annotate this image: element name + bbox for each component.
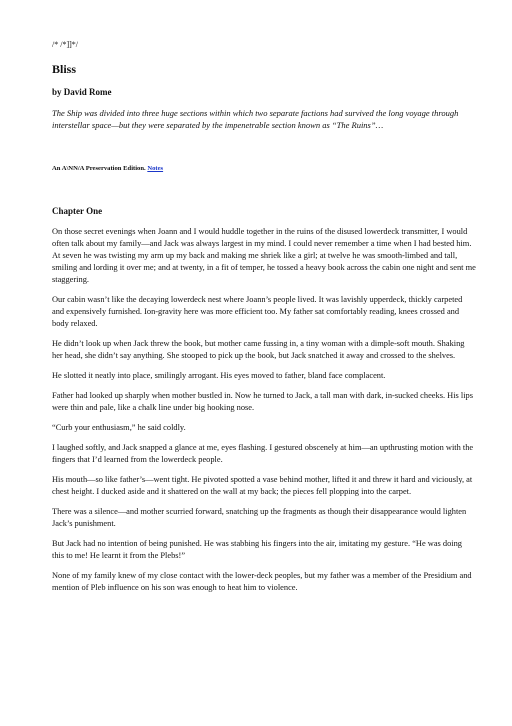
paragraph: On those secret evenings when Joann and I would huddle together in the ruins of the disused lowerdeck transmitter, I would often talk about my family—and Jack was always largest in my mind. I could never remember a time when I had bested him. At seven he was twisting my arm up my back and making me shriek like a girl; at twelve he was smooth-limbed and tall, smiling and lording it over me; and at twenty, in a fit of temper, he tossed a heavy book across the cabin one night and sent me staggering. (52, 227, 476, 284)
document-page (52, 40, 476, 602)
paragraph: His mouth—so like father’s—went tight. He pivoted spotted a vase behind mother, lifted it and threw it hard and viciously, at chest height. I ducked aside and it shattered on the wall at my back; the pieces fell plopping into the carpet. (52, 475, 473, 496)
paragraph: Father had looked up sharply when mother bustled in. Now he turned to Jack, a tall man with dark, in-sucked cheeks. His lips were thin and pale, like a chalk line under big hooking nose. (52, 391, 473, 412)
paragraph: He didn’t look up when Jack threw the book, but mother came fussing in, a tiny woman with a dimple-soft mouth. Shaking her head, she didn’t say anything. She stooped to pick up the book, but Jack snatched it away and crossed to the shelves. (52, 339, 465, 360)
paragraph: I laughed softly, and Jack snapped a glance at me, eyes flashing. I gestured obscenely at him—an upthrusting motion with the fingers that I’d learned from the lowerdeck people. (52, 443, 474, 464)
chapter-heading: Chapter One (52, 206, 103, 216)
paragraph: None of my family knew of my close contact with the lower-deck peoples, but my father was a member of the Presidium and mention of Pleb influence on his son was enough to heat him to violence. (52, 571, 472, 592)
paragraph: Our cabin wasn’t like the decaying lowerdeck nest where Joann’s people lived. It was lavishly upperdeck, thickly carpeted and expensively furnished. Ion-gravity here was more efficient too. My father sat comfortably reading, knees crossed and body relaxed. (52, 295, 463, 328)
story-title: Bliss (52, 62, 77, 76)
paragraph: But Jack had no intention of being punished. He was stabbing his fingers into the air, imitating my gesture. “He was doing this to me! He learnt it from the Plebs!” (52, 539, 462, 560)
notes-link[interactable]: Notes (147, 165, 164, 172)
paragraph: There was a silence—and mother scurried forward, snatching up the fragments as though their disappearance would lighten Jack’s punishment. (52, 507, 467, 528)
edition-text: An A\NN/A Preservation Edition. (52, 165, 146, 172)
code-artifact-line: /* /*]]*/ (52, 40, 78, 49)
paragraph: “Curb your enthusiasm,” he said coldly. (52, 423, 186, 432)
paragraph: He slotted it neatly into place, smilingly arrogant. His eyes moved to father, bland face complacent. (52, 371, 386, 380)
edition-note (52, 164, 476, 173)
author-byline: by David Rome (52, 87, 112, 97)
story-blurb: The Ship was divided into three huge sections within which two separate factions had survived the long voyage through interstellar space—but they were separated by the impenetrable section known as “The Ruins”… (52, 108, 459, 130)
